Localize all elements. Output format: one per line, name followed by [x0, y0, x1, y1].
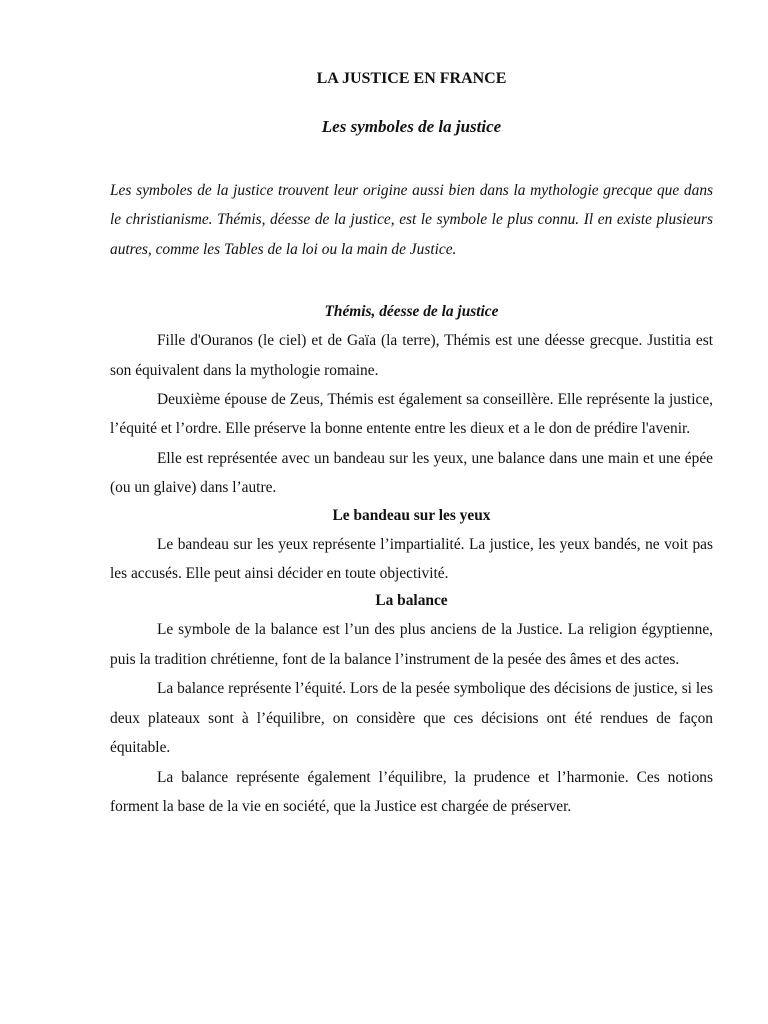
document-subtitle: Les symboles de la justice [321, 117, 502, 136]
paragraph: Le bandeau sur les yeux représente l’impartialité. La justice, les yeux bandés, ne voit pas les accusés. Elle peut ainsi décider en toute objectivité. [110, 535, 713, 583]
section-heading-themis: Thémis, déesse de la justice [324, 303, 499, 321]
section-themis [110, 301, 713, 502]
paragraph: Fille d'Ouranos (le ciel) et de Gaïa (la terre), Thémis est une déesse grecque. Justitia est son équivalent dans la mythologie romaine. [110, 332, 713, 379]
paragraph: La balance représente l’équité. Lors de la pesée symbolique des décisions de justice, si les deux plateaux sont à l’équilibre, on considère que ces décisions ont été rendues de façon équitable. [110, 680, 713, 757]
document-page [110, 68, 713, 821]
section-heading-bandeau: Le bandeau sur les yeux [332, 506, 491, 524]
section-balance [110, 590, 713, 821]
document-title: LA JUSTICE EN FRANCE [316, 70, 507, 87]
paragraph: La balance représente également l’équilibre, la prudence et l’harmonie. Ces notions forment la base de la vie en société, que la Justice est chargée de préserver. [110, 768, 713, 815]
section-heading-balance: La balance [375, 592, 448, 610]
paragraph: Le symbole de la balance est l’un des plus anciens de la Justice. La religion égyptienne, puis la tradition chrétienne, font de la balance l’instrument de la pesée des âmes et des actes. [110, 621, 713, 668]
intro-paragraph: Les symboles de la justice trouvent leur origine aussi bien dans la mythologie grecque que dans le christianisme. Thémis, déesse de la justice, est le symbole le plus connu. Il en existe plusieurs autres, comme les Tables de la loi ou la main de Justice. [110, 182, 713, 258]
paragraph: Elle est représentée avec un bandeau sur les yeux, une balance dans une main et une épée (ou un glaive) dans l’autre. [110, 449, 713, 497]
paragraph: Deuxième épouse de Zeus, Thémis est également sa conseillère. Elle représente la justice, l’équité et l’ordre. Elle préserve la bonne entente entre les dieux et a le don de prédire l'avenir. [110, 391, 713, 438]
section-bandeau [110, 505, 713, 589]
